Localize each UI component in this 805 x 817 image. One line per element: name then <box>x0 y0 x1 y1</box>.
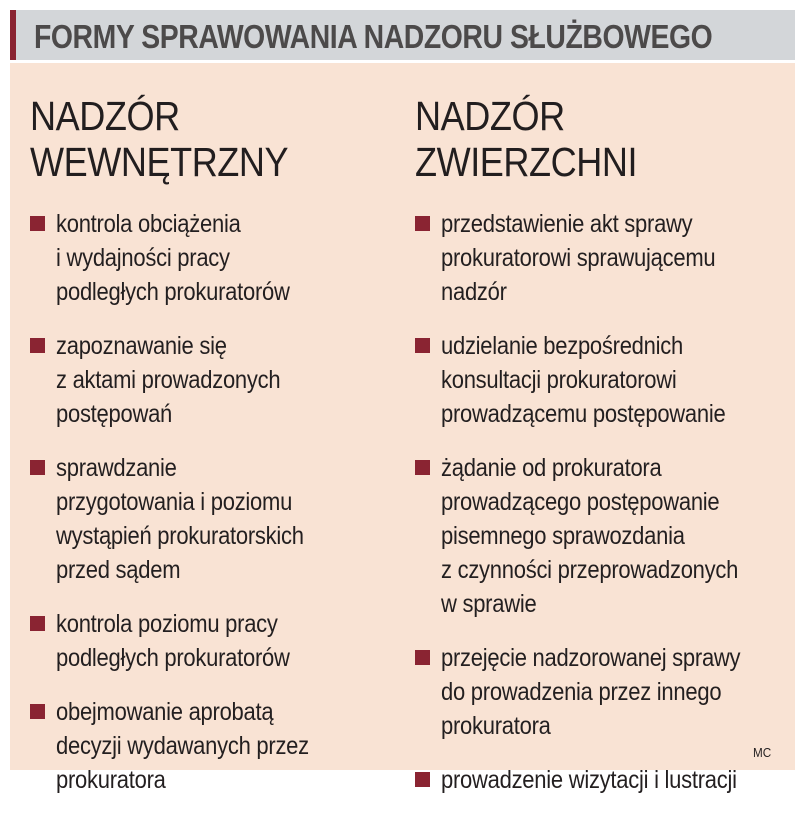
heading-line: ZWIERZCHNI <box>415 139 638 185</box>
list-item <box>30 329 400 431</box>
list-item-text: pisemnego sprawozdania <box>441 522 685 550</box>
content-panel <box>10 63 795 794</box>
list-item-text: nadzór <box>441 278 507 306</box>
list-item-text: prowadzącego postępowanie <box>441 488 720 516</box>
list-item-text: podległych prokuratorów <box>56 644 290 672</box>
list-item-text: żądanie od prokuratora <box>441 454 662 482</box>
list-item <box>415 207 790 309</box>
list-item-text: kontrola poziomu pracy <box>56 610 278 638</box>
square-bullet-icon <box>415 460 430 475</box>
column-heading-superior <box>415 93 745 185</box>
list-item <box>415 329 790 431</box>
list-item-text: sprawdzanie <box>56 454 177 482</box>
author-credit: MC <box>752 745 771 760</box>
square-bullet-icon <box>30 460 45 475</box>
list-item-text: obejmowanie aprobatą <box>56 698 274 726</box>
list-item-text: prokuratora <box>56 766 166 794</box>
list-item <box>415 641 790 743</box>
list-item-text: decyzji wydawanych przez <box>56 732 309 760</box>
column-superior-supervision <box>415 93 790 817</box>
list-item-text: wystąpień prokuratorskich <box>56 522 304 550</box>
square-bullet-icon <box>30 616 45 631</box>
list-internal <box>30 207 400 797</box>
list-item <box>30 607 400 675</box>
column-heading-internal <box>30 93 356 185</box>
square-bullet-icon <box>415 650 430 665</box>
list-item-text: z czynności przeprowadzonych <box>441 556 739 584</box>
list-item-text: podległych prokuratorów <box>56 278 290 306</box>
page-title: FORMY SPRAWOWANIA NADZORU SŁUŻBOWEGO <box>34 18 713 55</box>
list-item-text: prokuratora <box>441 712 551 740</box>
list-item-text: przed sądem <box>56 556 181 584</box>
square-bullet-icon <box>415 216 430 231</box>
list-item-text: do prowadzenia przez innego <box>441 678 722 706</box>
column-internal-supervision <box>30 93 400 817</box>
title-bar <box>10 10 795 60</box>
square-bullet-icon <box>415 772 430 787</box>
list-item-text: konsultacji prokuratorowi <box>441 366 677 394</box>
list-item-text: przedstawienie akt sprawy <box>441 210 693 238</box>
list-item-text: kontrola obciążenia <box>56 210 241 238</box>
list-item-text: w sprawie <box>441 590 537 618</box>
heading-line: NADZÓR <box>415 93 565 139</box>
list-item-text: przygotowania i poziomu <box>56 488 293 516</box>
list-superior <box>415 207 790 797</box>
square-bullet-icon <box>30 216 45 231</box>
square-bullet-icon <box>30 704 45 719</box>
list-item <box>30 695 400 797</box>
list-item <box>30 451 400 587</box>
list-item-text: i wydajności pracy <box>56 244 230 272</box>
square-bullet-icon <box>30 338 45 353</box>
list-item-text: przejęcie nadzorowanej sprawy <box>441 644 741 672</box>
list-item-text: udzielanie bezpośrednich <box>441 332 683 360</box>
list-item <box>415 763 790 797</box>
list-item <box>415 451 790 621</box>
list-item-text: prokuratorowi sprawującemu <box>441 244 716 272</box>
square-bullet-icon <box>415 338 430 353</box>
heading-line: NADZÓR <box>30 93 180 139</box>
list-item-text: postępowań <box>56 400 173 428</box>
list-item-text: prowadzenie wizytacji i lustracji <box>441 766 737 794</box>
heading-line: WEWNĘTRZNY <box>30 139 289 185</box>
list-item <box>30 207 400 309</box>
list-item-text: zapoznawanie się <box>56 332 227 360</box>
list-item-text: z aktami prowadzonych <box>56 366 281 394</box>
list-item-text: prowadzącemu postępowanie <box>441 400 726 428</box>
